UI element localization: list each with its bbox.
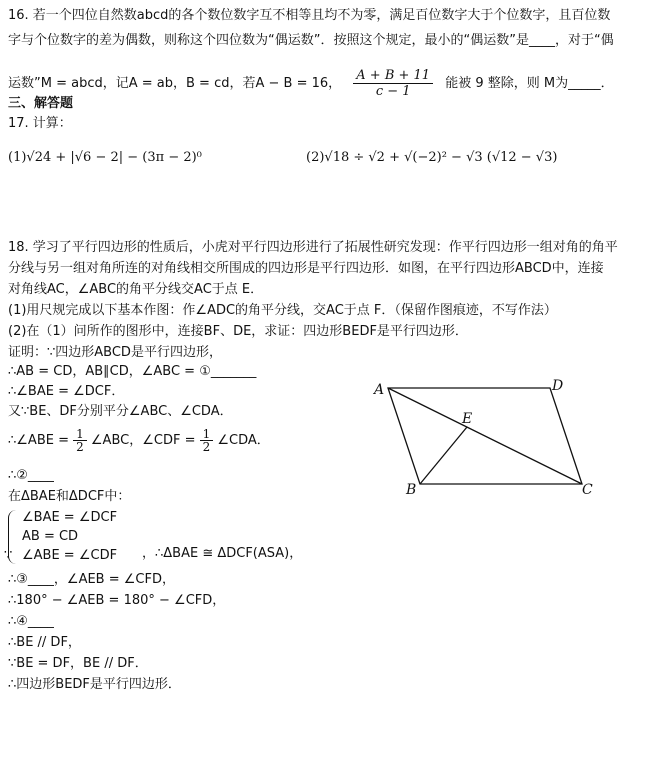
proof-line: ∴BE // DF， (8, 635, 81, 650)
proof-line: 在ΔBAE和ΔDCF中： (8, 489, 131, 504)
proof-half-c: ∠CDA． (217, 433, 270, 448)
fraction-denominator: 2 (202, 440, 211, 454)
q16-fraction-denominator: c − 1 (375, 84, 411, 99)
proof-half-a: ∴∠ABE = (8, 433, 69, 448)
proof-line: ∴③____，∠AEB = ∠CFD， (8, 572, 175, 587)
proof-half-b: ∠ABC，∠CDF = (90, 433, 196, 448)
proof-line: ∴180° − ∠AEB = 180° − ∠CFD， (8, 593, 226, 608)
parallelogram-figure (370, 372, 600, 500)
q18-line4: (1)用尺规完成以下基本作图：作∠ADC的角平分线，交AC于点 F．（保留作图痕迹，不写作法） (8, 303, 557, 318)
q18-line5: (2)在（1）问所作的图形中，连接BF、DE，求证：四边形BEDF是平行四边形． (8, 324, 468, 339)
q16-line1: 16. 若一个四位自然数abcd的各个数位数字互不相等且均不为零，满足百位数字大于个位数字，且百位数 (8, 8, 611, 23)
proof-line: ∴AB = CD，AB∥CD，∠ABC = ①_______ (8, 364, 257, 379)
proof-line: ∴②____ (8, 468, 54, 483)
system-eq: ∠BAE = ∠DCF (22, 510, 118, 525)
system-because-symbol: ∵ (4, 548, 13, 563)
q16-line3-start: 运数”M = abcd，记A = ab，B = cd，若A − B = 16， (8, 76, 342, 91)
q16-line3 (8, 68, 614, 99)
label-D: D (552, 378, 564, 394)
proof-line: ∴四边形BEDF是平行四边形． (8, 677, 181, 692)
bisector-BE (420, 427, 467, 484)
q17-part1: (1)√24 + |√6 − 2| − (3π − 2)⁰ (8, 150, 202, 165)
q17-title: 17. 计算： (8, 116, 72, 131)
proof-line: ∴∠BAE = ∠DCF． (8, 384, 125, 399)
q16-fraction (353, 68, 433, 99)
q16-line3-end: 能被 9 整除，则 M为_____． (445, 76, 614, 91)
section-title: 三、解答题 (8, 96, 74, 111)
system-eq: AB = CD (22, 529, 79, 544)
proof-half-fraction-2 (200, 428, 214, 453)
system-conclusion: ，∴ΔBAE ≅ ΔDCF(ASA)， (142, 546, 303, 561)
proof-line: ∴④____ (8, 614, 54, 629)
system-eq: ∠ABE = ∠CDF (22, 548, 118, 563)
proof-line: ∵BE = DF，BE // DF． (8, 656, 148, 671)
q17-part2: (2)√18 ÷ √2 + √(−2)² − √3 (√12 − √3) (306, 150, 558, 165)
label-E: E (462, 411, 473, 427)
proof-line: 证明：∵四边形ABCD是平行四边形， (8, 345, 222, 360)
fraction-numerator: 1 (200, 428, 214, 441)
label-C: C (582, 482, 593, 498)
q16-line2: 字与个位数字的差为偶数，则称这个四位数为“偶运数”．按照这个规定，最小的“偶运数”是____，对于“偶 (8, 33, 614, 48)
q16-fraction-numerator: A + B + 11 (353, 68, 433, 84)
proof-line: 又∵BE、DF分别平分∠ABC、∠CDA． (8, 404, 233, 419)
q18-line2: 分线与另一组对角所连的对角线相交所围成的四边形是平行四边形．如图，在平行四边形ABCD中，连接 (8, 261, 604, 276)
label-A: A (374, 382, 385, 398)
fraction-numerator: 1 (73, 428, 87, 441)
q18-line1: 18. 学习了平行四边形的性质后，小虎对平行四边形进行了拓展性研究发现：作平行四边形一组对角的角平 (8, 240, 618, 255)
q18-line3: 对角线AC，∠ABC的角平分线交AC于点 E． (8, 282, 264, 297)
diagonal-AC (388, 388, 582, 484)
proof-half-angle-line (8, 428, 270, 453)
fraction-denominator: 2 (76, 440, 84, 454)
proof-half-fraction-1 (73, 428, 87, 453)
label-B: B (406, 482, 417, 498)
